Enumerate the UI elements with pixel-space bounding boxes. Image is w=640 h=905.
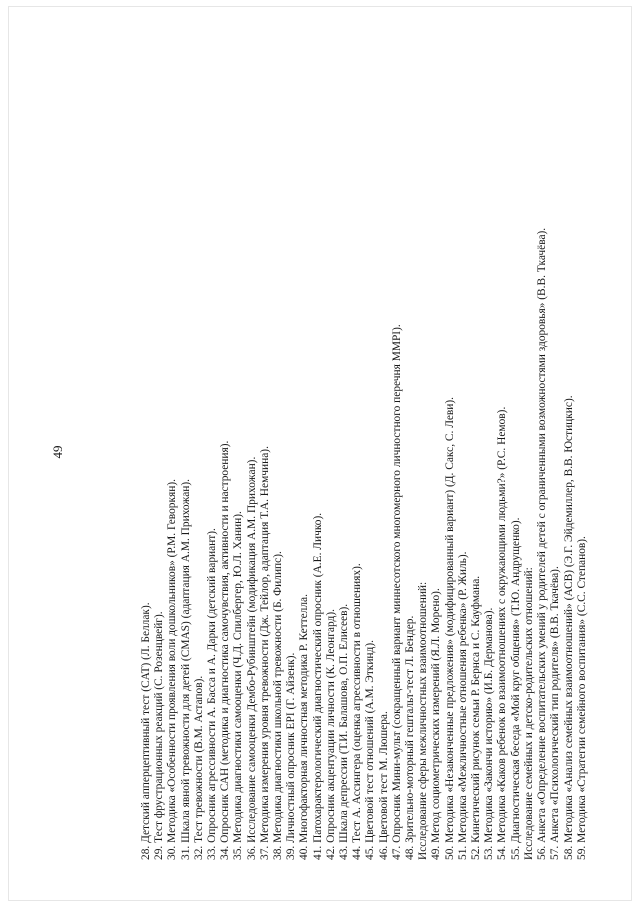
list-item: 41. Патохарактерологический диагностический опросник (А.Е. Личко). <box>311 512 324 860</box>
list-item: 56. Анкета «Определение воспитательских умений у родителей детей с ограниченными возможностями здоровья» (В.В. Ткачёва). <box>536 227 549 860</box>
list-item: 39. Личностный опросник EPI (Г. Айзенк). <box>285 652 298 860</box>
list-item: 36. Исследование самооценки Дембо-Рубинштейн (модификация А.М. Прихожан). <box>245 456 258 860</box>
list-item: 42. Опросник акцентуации личности (К. Леонгард). <box>324 609 337 860</box>
list-item: 58. Методика «Анализ семейных взаимоотношений» (АСВ) (Э.Г. Эйдемиллер, В.В. Юстицкис). <box>562 395 575 860</box>
list-item: 35. Методика диагностики самооценки (Ч.Д. Спилбергер, Ю.Л. Ханин). <box>232 511 245 860</box>
list-item: 31. Шкала явной тревожности для детей (CMAS) (адаптация А.М. Прихожан). <box>179 479 192 860</box>
list-item: 48. Зрительно-моторный гештальт-тест Л. Бендер. <box>404 615 417 860</box>
list-item: 50. Методика «Незаконченные предложения» (модифицированный вариант) (Д. Сакс, С. Леви). <box>443 396 456 860</box>
list-item: 45. Цветовой тест отношений (А.М. Эткинд). <box>364 640 377 860</box>
list-item: 32. Тест тревожности (В.М. Астапов). <box>192 675 205 860</box>
list-item: 37. Методика измерения уровня тревожности (Дж. Тейлор, адаптация Т.А. Немчина). <box>258 446 271 860</box>
list-item: 30. Методика «Особенности проявления воли дошкольников» (Р.М. Геворкян). <box>166 479 179 860</box>
list-item: 43. Шкала депрессии (Т.И. Балашова, О.П. Елисеев). <box>338 603 351 860</box>
list-item: 53. Методика «Закончи историю» (И.Б. Дерманова). <box>483 607 496 860</box>
section-heading: Исследование семейных и детско-родительских отношений: <box>522 567 535 860</box>
list-item: 40. Многофакторная личностная методика Р. Кеттелла. <box>298 594 311 860</box>
list-item: 57. Анкета «Психологический тип родителя» (В.В. Ткачёва). <box>549 566 562 860</box>
list-item: 34. Опросник САН (методика и диагностика самочувствия, активности и настроения). <box>219 440 232 860</box>
list-item: 54. Методика «Каков ребенок во взаимоотношениях с окружающими людьми?» (Р.С. Немов). <box>496 406 509 860</box>
list-item: 28. Детский апперцептивный тест (CAT) (Л. Беллак). <box>140 602 152 860</box>
list-item: 51. Методика «Межличностные отношения ребенка» (Р. Жиль). <box>456 551 469 860</box>
methods-list <box>140 22 589 860</box>
list-item: 44. Тест А. Ассингера (оценка агрессивности в отношениях). <box>351 563 364 860</box>
rotated-document-page <box>40 22 600 882</box>
list-item: 59. Методика «Стратегии семейного воспитания» (С.С. Степанов). <box>575 536 588 860</box>
page-number: 49 <box>50 445 65 459</box>
section-heading: Исследование сферы межличностных взаимоотношений: <box>417 581 430 860</box>
list-item: 38. Методика диагностики школьной тревожности (Б. Филипс). <box>272 551 285 860</box>
list-item: 29. Тест фрустрационных реакций (С. Розенцвейг). <box>153 611 166 860</box>
list-item: 55. Диагностическая беседа «Мой круг общения» (Т.Ю. Андрущенко). <box>509 517 522 860</box>
list-item: 49. Метод социометрических измерений (Я.Л. Морено). <box>430 588 443 860</box>
list-item: 46. Цветовой тест М. Люшера. <box>377 711 390 860</box>
list-item: 52. Кинетический рисунок семьи Р. Бернса и С. Кауфмана. <box>470 575 483 860</box>
list-item: 33. Опросник агрессивности А. Басса и А. Дарки (детский вариант). <box>206 528 219 860</box>
list-item: 47. Опросник Мини-мульт (сокращенный вариант миннесотского многомерного личностного перечня MMPI). <box>390 324 403 860</box>
